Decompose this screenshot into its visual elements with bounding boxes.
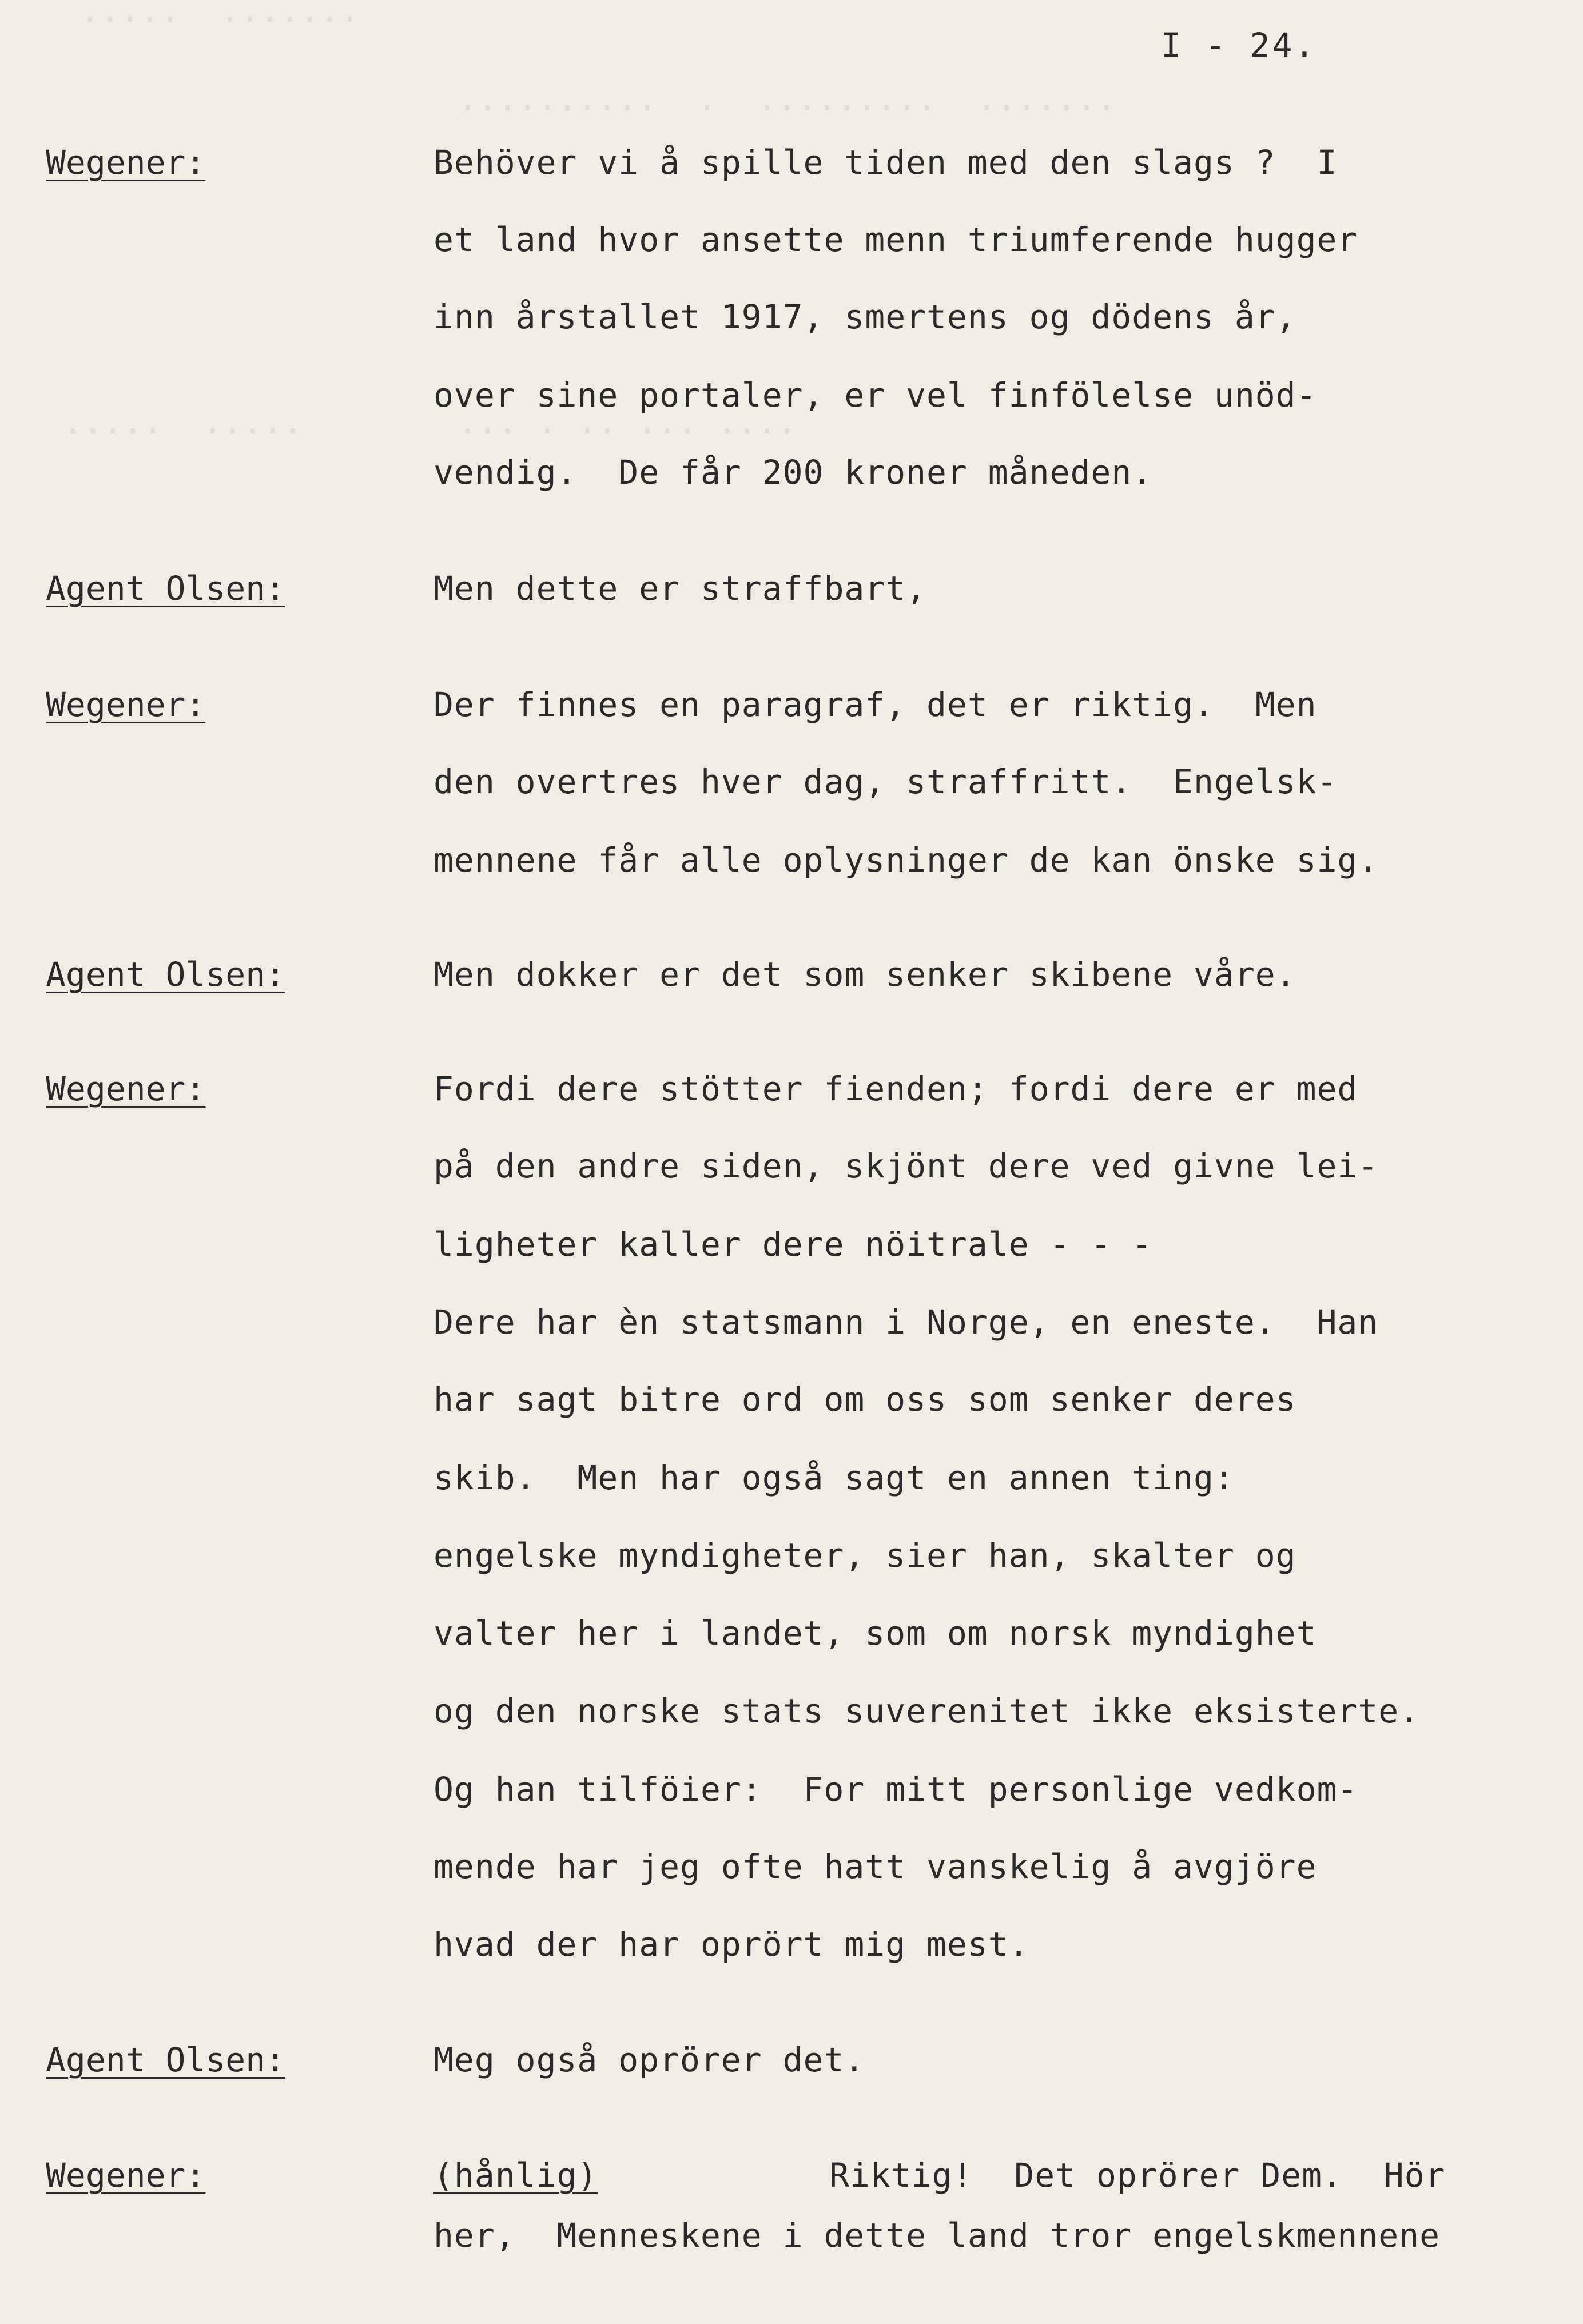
speaker-label: Wegener: <box>46 143 206 182</box>
dialogue-line: ligheter kaller dere nöitrale - - - <box>433 1225 1153 1264</box>
dialogue-line: på den andre siden, skjönt dere ved givne lei- <box>433 1147 1379 1185</box>
dialogue-line: her, Menneskene i dette land tror engelskmennene <box>433 2216 1441 2255</box>
dialogue-line: mende har jeg ofte hatt vanskelig å avgjöre <box>433 1847 1317 1886</box>
dialogue-line: Der finnes en paragraf, det er riktig. Men <box>433 685 1317 724</box>
dialogue-line: et land hvor ansette menn triumferende hugger <box>433 220 1358 259</box>
dialogue-line: inn årstallet 1917, smertens og dödens år, <box>433 297 1296 336</box>
dialogue-line: vendig. De får 200 kroner måneden. <box>433 453 1153 492</box>
dialogue-line: over sine portaler, er vel finfölelse unöd- <box>433 376 1317 415</box>
speaker-label: Agent Olsen: <box>46 955 286 994</box>
dialogue-line: Fordi dere stötter fienden; fordi dere er med <box>433 1069 1358 1108</box>
stage-direction: (hånlig) <box>433 2156 598 2195</box>
bleed-through-text: ····· ····· <box>63 412 303 451</box>
dialogue-line: Og han tilföier: For mitt personlige vedkom- <box>433 1770 1358 1809</box>
speaker-label: Agent Olsen: <box>46 2040 286 2079</box>
dialogue-line: hvad der har oprört mig mest. <box>433 1925 1029 1964</box>
dialogue-line: valter her i landet, som om norsk myndighet <box>433 1614 1317 1653</box>
dialogue-line: har sagt bitre ord om oss som senker deres <box>433 1380 1296 1419</box>
dialogue-line: engelske myndigheter, sier han, skalter og <box>433 1536 1296 1575</box>
bleed-through-text: ··· · ·· ··· ···· <box>458 412 797 451</box>
dialogue-line: Dere har èn statsmann i Norge, en eneste. Han <box>433 1303 1379 1342</box>
dialogue-line: den overtres hver dag, straffritt. Engelsk- <box>433 762 1338 801</box>
dialogue-line: Men dokker er det som senker skibene våre. <box>433 955 1296 994</box>
dialogue-line: Behöver vi å spille tiden med den slags ? I <box>433 143 1338 182</box>
speaker-label: Wegener: <box>46 2156 206 2195</box>
speaker-label: Wegener: <box>46 685 206 724</box>
dialogue-line: skib. Men har også sagt en annen ting: <box>433 1458 1235 1497</box>
bleed-through-text: ····· ······· <box>80 0 360 39</box>
dialogue-line: mennene får alle oplysninger de kan önske sig. <box>433 841 1379 880</box>
bleed-through-text: ·········· · ········· ······· <box>458 89 1117 128</box>
dialogue-line: Meg også oprörer det. <box>433 2040 865 2079</box>
speaker-label: Agent Olsen: <box>46 569 286 608</box>
dialogue-line: Men dette er straffbart, <box>433 569 927 608</box>
dialogue-line: og den norske stats suverenitet ikke eksisterte. <box>433 1692 1420 1730</box>
dialogue-line: Riktig! Det oprörer Dem. Hör <box>829 2156 1446 2195</box>
page-number: I - 24. <box>1161 26 1317 65</box>
speaker-label: Wegener: <box>46 1069 206 1108</box>
